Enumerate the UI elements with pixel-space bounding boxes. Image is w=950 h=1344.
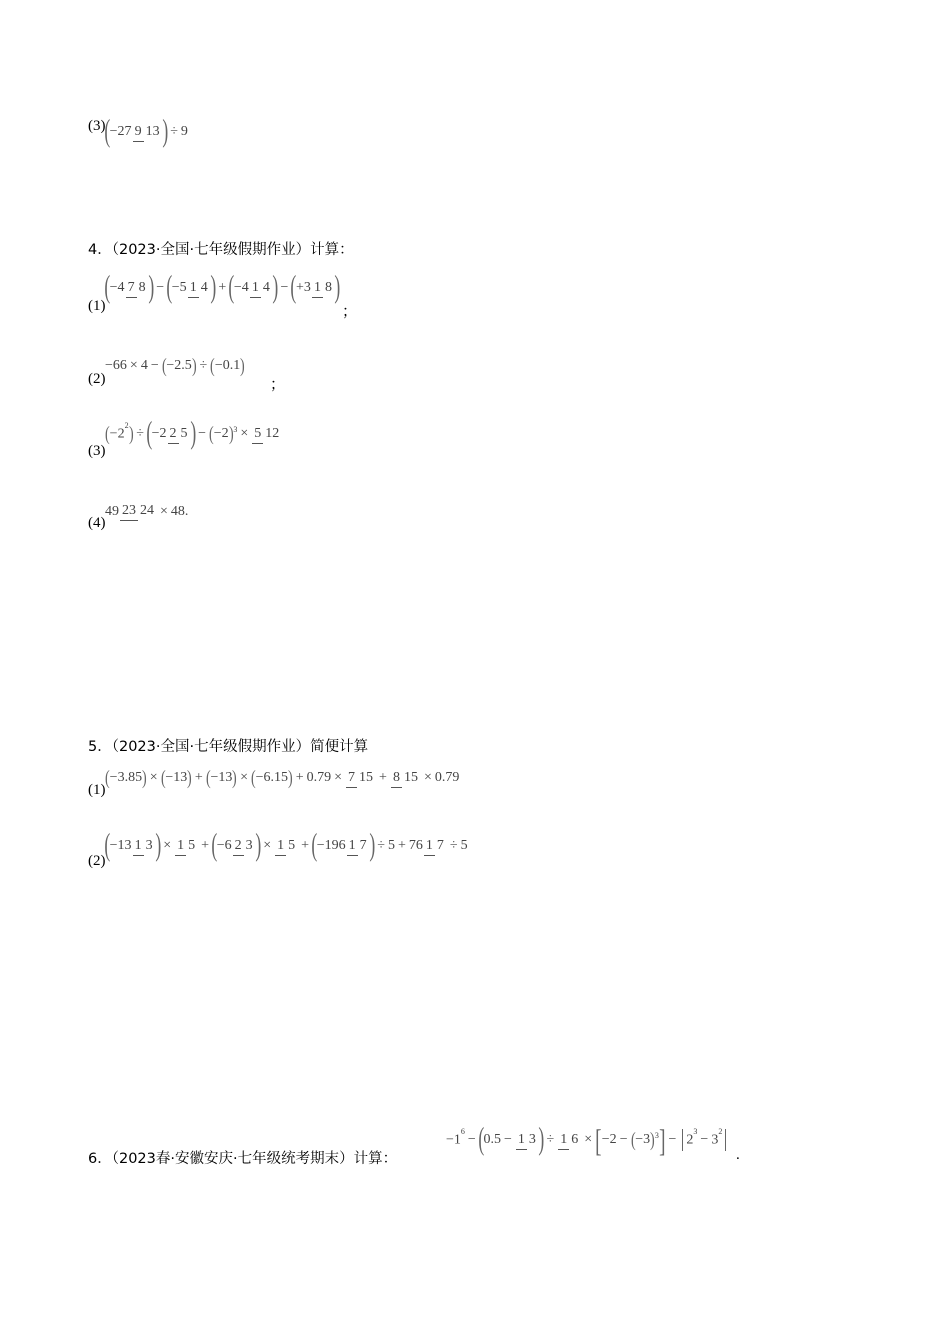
q5-part2-expression: ( −13 1 3 ) × 1 5 + ( −6 2 3 ) × 1 5 + ( −196 1 7 ) ÷ 5 + 76 1 7 ÷ 5 [104, 826, 468, 862]
q6-expression: $-1^6$ − ( 0.5 − 1 3 ) ÷ 1 6 × [ −2 − ( −3 ) $^3$ ] − $2^3$ − $3^2$ [446, 1124, 729, 1156]
q4-part2-end: ； [270, 377, 286, 393]
q3-part3-expression: ( −27 9 13 ) ÷ 9 [104, 112, 188, 148]
q4-part2-label: (2) [88, 371, 106, 387]
q4-part1-end: ； [342, 304, 358, 320]
q4-part3-label: (3) [88, 443, 106, 459]
q4-part1-label: (1) [88, 298, 106, 314]
q6-header: 6．（2023春·安徽安庆·七年级统考期末）计算： [88, 1151, 398, 1167]
q5-part2-label: (2) [88, 853, 106, 869]
q5-part1-label: (1) [88, 782, 106, 798]
q4-part1-expression: ( −4 7 8 ) − ( −5 1 4 ) + ( −4 1 4 ) − ( +3 1 8 ) [104, 268, 341, 304]
q3-part3-label: (3) [88, 118, 106, 134]
q4-part4-label: (4) [88, 515, 106, 531]
q4-part4-expression: 49 23 24 × 48. [105, 502, 188, 521]
q5-part1-expression: ( −3.85 ) × ( −13 ) + ( −13 ) × ( −6.15 ) + 0.79 × 7 15 + 8 15 × 0.79 [105, 767, 460, 789]
q5-header: 5．（2023·全国·七年级假期作业）简便计算 [88, 739, 369, 755]
q4-part2-expression: −66 × 4 − ( −2.5 ) ÷ ( −0.1 ) [105, 355, 245, 377]
q4-header: 4．（2023·全国·七年级假期作业）计算： [88, 242, 354, 258]
q6-end: . [736, 1147, 740, 1163]
q4-part3-expression: ( $-2^2$ ) ÷ ( −2 2 5 ) − ( −2 ) $^3$ × 5 12 [105, 414, 280, 450]
